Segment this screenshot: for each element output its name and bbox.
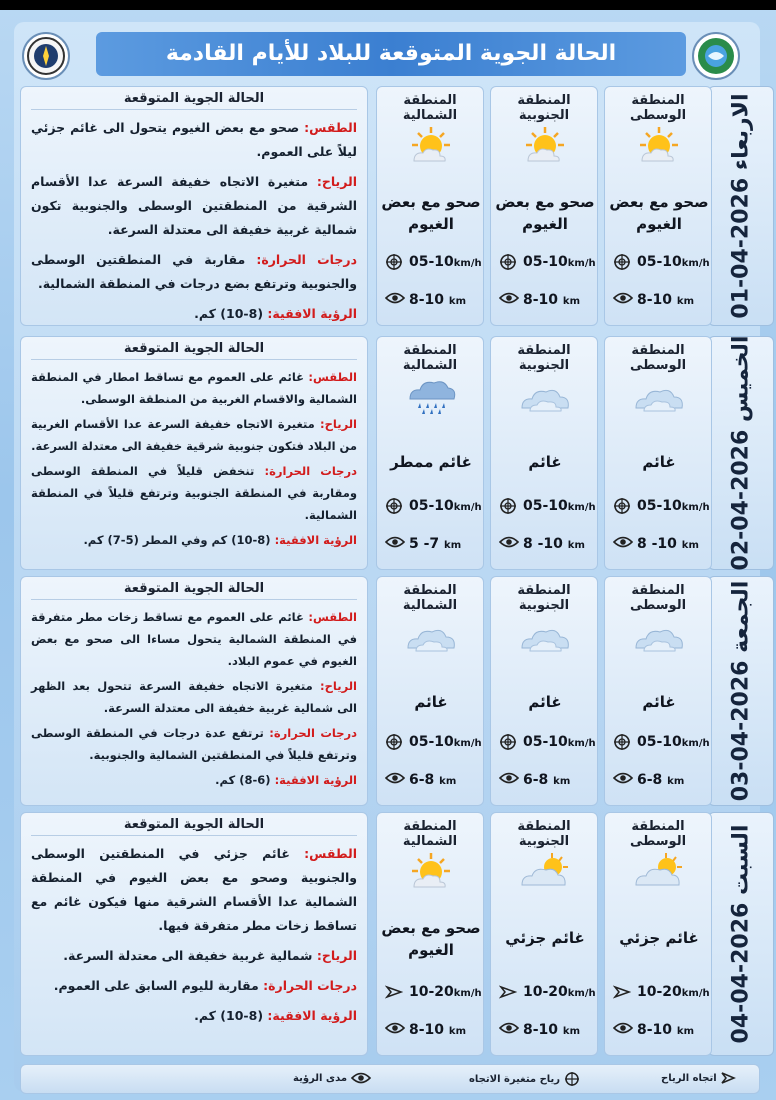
wind-value: 05-10 (409, 734, 454, 750)
visibility (381, 535, 481, 555)
region-name: المنطقة الشمالية (402, 583, 458, 613)
visibility-text: (6-8) كم. (215, 773, 271, 787)
forecast-card-southern (490, 576, 598, 806)
wind-value: 05-10 (523, 734, 568, 750)
wind-direction-icon (720, 1071, 736, 1085)
page-title: الحالة الجوية المتوقعة للبلاد للأيام القادمة (96, 32, 686, 76)
wind-label: الرياح: (320, 417, 357, 431)
date-text: الاربعاء 2026-04-01 (728, 93, 754, 319)
wind-direction-icon (613, 983, 631, 1005)
wind-value: 05-10 (523, 254, 568, 270)
eye-icon (499, 1021, 519, 1039)
day-row (20, 812, 760, 1056)
legend-variable-wind (469, 1071, 580, 1087)
visibility-value: 8 -10 (523, 536, 563, 552)
wind-value: 05-10 (523, 498, 568, 514)
visibility-unit: km (553, 776, 571, 787)
wind-direction-icon (499, 983, 517, 1005)
visibility (381, 771, 481, 791)
sun-cloud-icon (518, 125, 572, 165)
day-row (20, 576, 760, 806)
cloud-icon (518, 615, 572, 655)
visibility-value: 8-10 (523, 292, 559, 308)
wind-text: شمالية غربية خفيفة الى معتدلة السرعة. (63, 948, 313, 963)
date-text: الجمعة 2026-04-03 (728, 580, 754, 802)
region-name: المنطقة الجنوبية (517, 819, 571, 849)
eye-icon (499, 535, 519, 553)
legend-visibility (293, 1071, 371, 1085)
visibility (381, 291, 481, 311)
variable-wind-icon (385, 497, 403, 519)
cloud-icon (632, 615, 686, 655)
sun-cloud-icon (404, 851, 458, 891)
temperature-text: مقاربة في المنطقتين الوسطى والجنوبية وترتفع بضع درجات في المنطقة الشمالية. (31, 252, 357, 291)
region-name: المنطقة الوسطى (629, 93, 687, 123)
visibility-value: 6-8 (637, 772, 663, 788)
condition-text: غائم جزئي (619, 929, 699, 947)
description-title: الحالة الجوية المتوقعة (31, 817, 357, 836)
weather-paragraph (31, 842, 357, 938)
visibility-unit: km (448, 1026, 466, 1037)
date-label (708, 336, 774, 570)
visibility-value: 8-10 (637, 1022, 673, 1038)
wind-speed (609, 253, 709, 273)
visibility-unit: km (567, 540, 585, 551)
temperature-label: درجات الحرارة: (269, 726, 358, 740)
forecast-card-southern (490, 812, 598, 1056)
visibility-unit: km (444, 540, 462, 551)
visibility-unit: km (448, 296, 466, 307)
weather-text: غائم على العموم مع تساقط زخات مطر متفرقة في المنطقة الشمالية يتحول مساءا الى صحو مع بعض الغيوم في عموم البلاد. (31, 610, 357, 668)
visibility-unit: km (667, 776, 685, 787)
region-name: المنطقة الوسطى (629, 819, 687, 849)
condition-text: صحو مع بعض الغيوم (609, 193, 709, 233)
region-name: المنطقة الوسطى (629, 343, 687, 373)
forecast-description (20, 576, 368, 806)
wind-unit: km/h (681, 988, 710, 999)
legend-variable-wind-label: رياح متغيرة الاتجاه (469, 1074, 561, 1085)
date-label (708, 812, 774, 1056)
condition-text: غائم جزئي (505, 929, 585, 947)
description-title: الحالة الجوية المتوقعة (31, 581, 357, 600)
wind-speed (381, 497, 481, 517)
wind-unit: km/h (453, 988, 482, 999)
wind-unit: km/h (453, 738, 482, 749)
eye-icon (613, 291, 633, 309)
wind-speed (495, 733, 595, 753)
wind-speed (609, 497, 709, 517)
visibility-unit: km (562, 1026, 580, 1037)
wind-unit: km/h (681, 738, 710, 749)
visibility-value: 8-10 (409, 292, 445, 308)
weather-label: الطقس: (304, 120, 357, 135)
cloud-icon (404, 615, 458, 655)
temperature-label: درجات الحرارة: (263, 978, 357, 993)
forecast-card-northern (376, 86, 484, 326)
weather-label: الطقس: (304, 846, 357, 861)
eye-icon (499, 291, 519, 309)
globe-logo-icon (696, 36, 736, 76)
sun-cloud-icon (632, 125, 686, 165)
weather-paragraph (31, 366, 357, 410)
visibility-paragraph (31, 529, 357, 551)
visibility-value: 6-8 (409, 772, 435, 788)
wind-value: 05-10 (409, 498, 454, 514)
wind-speed (609, 983, 709, 1003)
wind-speed (381, 983, 481, 1003)
temperature-text: تنخفض قليلاً في المنطقة الوسطى ومقاربة في المنطقة الجنوبية وترتفع قليلاً في المنطقة الشمالية. (31, 464, 357, 522)
condition-text: غائم (528, 453, 562, 471)
region-name: المنطقة الجنوبية (517, 93, 571, 123)
wind-text: متغيرة الاتجاه خفيفة السرعة تتحول بعد الظهر الى شمالية غربية خفيفة الى معتدلة السرعة. (31, 679, 357, 715)
cloud-icon (632, 375, 686, 415)
visibility-paragraph (31, 769, 357, 791)
wind-paragraph (31, 170, 357, 242)
wind-unit: km/h (453, 502, 482, 513)
weather-paragraph (31, 606, 357, 672)
wind-value: 10-20 (409, 984, 454, 1000)
condition-text: صحو مع بعض الغيوم (381, 193, 481, 233)
eye-icon (385, 535, 405, 553)
temperature-label: درجات الحرارة: (256, 252, 357, 267)
weather-label: الطقس: (308, 610, 357, 624)
forecast-description (20, 86, 368, 326)
forecast-card-northern (376, 576, 484, 806)
temperature-paragraph (31, 248, 357, 296)
visibility-unit: km (562, 296, 580, 307)
wind-unit: km/h (567, 502, 596, 513)
wind-speed (609, 733, 709, 753)
forecast-card-central (604, 336, 712, 570)
visibility-paragraph (31, 302, 357, 326)
region-name: المنطقة الجنوبية (517, 343, 571, 373)
visibility-paragraph (31, 1004, 357, 1028)
wind-paragraph (31, 944, 357, 968)
day-row (20, 336, 760, 570)
visibility-text: (8-10) كم. (194, 1008, 264, 1023)
temperature-text: مقاربة لليوم السابق على العموم. (53, 978, 259, 993)
eye-icon (499, 771, 519, 789)
forecast-description (20, 812, 368, 1056)
wind-value: 05-10 (409, 254, 454, 270)
visibility (609, 291, 709, 311)
condition-text: غائم (642, 453, 676, 471)
variable-wind-icon (499, 253, 517, 275)
legend-visibility-label: مدى الرؤية (293, 1073, 348, 1084)
forecast-card-southern (490, 336, 598, 570)
condition-text: صحو مع بعض الغيوم (381, 919, 481, 959)
rain-cloud-icon (404, 375, 458, 415)
region-name: المنطقة الشمالية (402, 93, 458, 123)
weather-text: غائم جزئي في المنطقتين الوسطى والجنوبية وصحو مع بعض الغيوم في المنطقة الشمالية عدا الأقسام الشرقية منها فيكون غائم مع تساقط زخات مطر متفرقة فيها. (31, 846, 357, 933)
variable-wind-icon (499, 733, 517, 755)
condition-text: غائم (528, 693, 562, 711)
date-label (708, 576, 774, 806)
variable-wind-icon (385, 253, 403, 275)
temperature-text: ترتفع عدة درجات في المنطقة الوسطى وترتفع قليلاً في المنطقتين الشمالية والجنوبية. (31, 726, 357, 762)
partly-cloudy-icon (518, 851, 572, 891)
wind-value: 10-20 (637, 984, 682, 1000)
wind-speed (495, 983, 595, 1003)
meteorology-seal-icon (26, 36, 66, 76)
eye-icon (613, 1021, 633, 1039)
visibility (495, 535, 595, 555)
wind-direction-icon (385, 983, 403, 1005)
visibility-value: 8-10 (409, 1022, 445, 1038)
wind-unit: km/h (681, 258, 710, 269)
eye-icon (613, 535, 633, 553)
wind-paragraph (31, 413, 357, 457)
region-name: المنطقة الوسطى (629, 583, 687, 613)
visibility-label: الرؤية الافقية: (274, 533, 357, 547)
eye-icon (385, 771, 405, 789)
wind-unit: km/h (453, 258, 482, 269)
region-name: المنطقة الشمالية (402, 343, 458, 373)
visibility-text: (8-10) كم وفي المطر (5-7) كم. (83, 533, 271, 547)
cloud-icon (518, 375, 572, 415)
weather-label: الطقس: (308, 370, 357, 384)
wind-value: 05-10 (637, 498, 682, 514)
wind-label: الرياح: (316, 174, 357, 189)
variable-wind-icon (499, 497, 517, 519)
variable-wind-icon (613, 733, 631, 755)
visibility-unit: km (676, 296, 694, 307)
visibility-value: 6-8 (523, 772, 549, 788)
wind-paragraph (31, 675, 357, 719)
wind-label: الرياح: (320, 679, 357, 693)
description-title: الحالة الجوية المتوقعة (31, 91, 357, 110)
weather-paragraph (31, 116, 357, 164)
wind-speed (495, 497, 595, 517)
wind-speed (381, 253, 481, 273)
top-bar (0, 0, 776, 10)
visibility-unit: km (681, 540, 699, 551)
visibility-value: 8-10 (523, 1022, 559, 1038)
wind-speed (381, 733, 481, 753)
legend-bar (20, 1064, 760, 1094)
visibility-text: (8-10) كم. (194, 306, 264, 321)
wind-unit: km/h (567, 738, 596, 749)
date-label (708, 86, 774, 326)
variable-wind-icon (385, 733, 403, 755)
date-text: الخميس 2026-04-02 (728, 335, 754, 571)
description-title: الحالة الجوية المتوقعة (31, 341, 357, 360)
legend-wind-direction (661, 1071, 736, 1085)
region-name: المنطقة الجنوبية (517, 583, 571, 613)
left-logo (22, 32, 70, 80)
wind-unit: km/h (567, 258, 596, 269)
forecast-card-northern (376, 812, 484, 1056)
temperature-paragraph (31, 722, 357, 766)
condition-text: غائم ممطر (390, 453, 472, 471)
day-row (20, 86, 760, 326)
wind-unit: km/h (681, 502, 710, 513)
variable-wind-icon (613, 253, 631, 275)
sun-cloud-icon (404, 125, 458, 165)
visibility-value: 8-10 (637, 292, 673, 308)
weather-text: غائم على العموم مع تساقط امطار في المنطقة الشمالية والاقسام الغربية من المنطقة الوسطى. (31, 370, 357, 406)
wind-unit: km/h (567, 988, 596, 999)
visibility-label: الرؤية الافقية: (267, 1008, 357, 1023)
visibility (609, 535, 709, 555)
eye-icon (385, 291, 405, 309)
temperature-label: درجات الحرارة: (264, 464, 357, 478)
eye-icon (385, 1021, 405, 1039)
right-logo (692, 32, 740, 80)
condition-text: غائم (414, 693, 448, 711)
visibility-unit: km (439, 776, 457, 787)
eye-icon (613, 771, 633, 789)
condition-text: صحو مع بعض الغيوم (495, 193, 595, 233)
visibility (381, 1021, 481, 1041)
visibility (609, 771, 709, 791)
wind-value: 05-10 (637, 734, 682, 750)
weather-text: صحو مع بعض الغيوم يتحول الى غائم جزئي ليلاً على العموم. (31, 120, 357, 159)
forecast-card-central (604, 812, 712, 1056)
visibility (495, 1021, 595, 1041)
variable-wind-icon (564, 1071, 580, 1087)
condition-text: غائم (642, 693, 676, 711)
region-name: المنطقة الشمالية (402, 819, 458, 849)
forecast-card-southern (490, 86, 598, 326)
legend-wind-direction-label: اتجاه الرياح (661, 1073, 717, 1084)
visibility-value: 5 -7 (409, 536, 440, 552)
forecast-card-northern (376, 336, 484, 570)
temperature-paragraph (31, 460, 357, 526)
visibility-label: الرؤية الافقية: (274, 773, 357, 787)
wind-value: 10-20 (523, 984, 568, 1000)
forecast-description (20, 336, 368, 570)
wind-value: 05-10 (637, 254, 682, 270)
eye-icon (351, 1071, 371, 1085)
date-text: السبت 2026-04-04 (728, 824, 754, 1044)
visibility (495, 771, 595, 791)
wind-text: متغيرة الاتجاه خفيفة السرعة عدا الأقسام الشرقية من المنطقتين الوسطى والجنوبية تكون شمالية غربية خفيفة الى معتدلة السرعة. (31, 174, 357, 237)
wind-label: الرياح: (316, 948, 357, 963)
wind-speed (495, 253, 595, 273)
visibility (495, 291, 595, 311)
partly-cloudy-icon (632, 851, 686, 891)
visibility-label: الرؤية الافقية: (267, 306, 357, 321)
forecast-card-central (604, 86, 712, 326)
forecast-card-central (604, 576, 712, 806)
temperature-paragraph (31, 974, 357, 998)
visibility-unit: km (676, 1026, 694, 1037)
visibility (609, 1021, 709, 1041)
visibility-value: 8 -10 (637, 536, 677, 552)
variable-wind-icon (613, 497, 631, 519)
wind-text: متغيرة الاتجاه خفيفة السرعة عدا الأقسام الغربية من البلاد فتكون جنوبية شرقية خفيفة الى معتدلة السرعة. (31, 417, 357, 453)
